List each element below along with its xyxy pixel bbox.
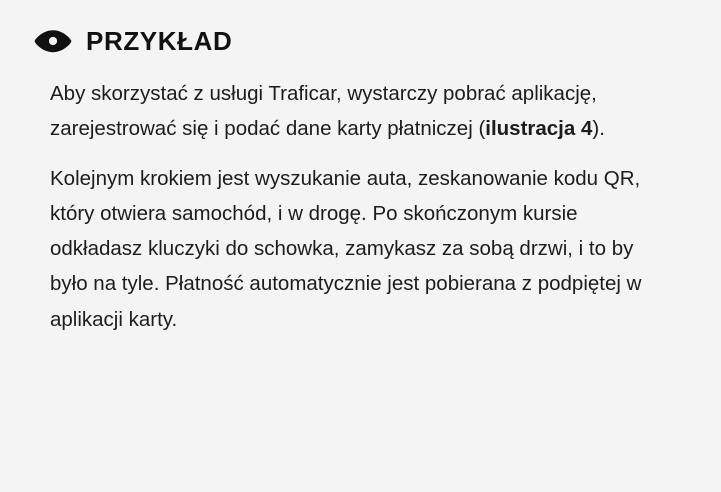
callout-header	[34, 28, 675, 54]
callout-title: PRZYKŁAD	[86, 26, 233, 56]
eye-icon	[34, 28, 72, 54]
paragraph-1: Aby skorzystać z usługi Traficar, wystarczy pobrać aplikację, zarejestrować się i podać dane karty płatniczej (ilustracja 4).	[50, 82, 605, 141]
callout-body	[30, 76, 675, 337]
paragraph-2: Kolejnym krokiem jest wyszukanie auta, zeskanowanie kodu QR, który otwiera samochód, i w drogę. Po skończonym kursie odkładasz kluczyki do schowka, zamykasz za sobą drzwi, i to by było na tyle. Płatność automatycznie jest pobierana z podpiętej w aplikacji karty.	[50, 166, 642, 331]
